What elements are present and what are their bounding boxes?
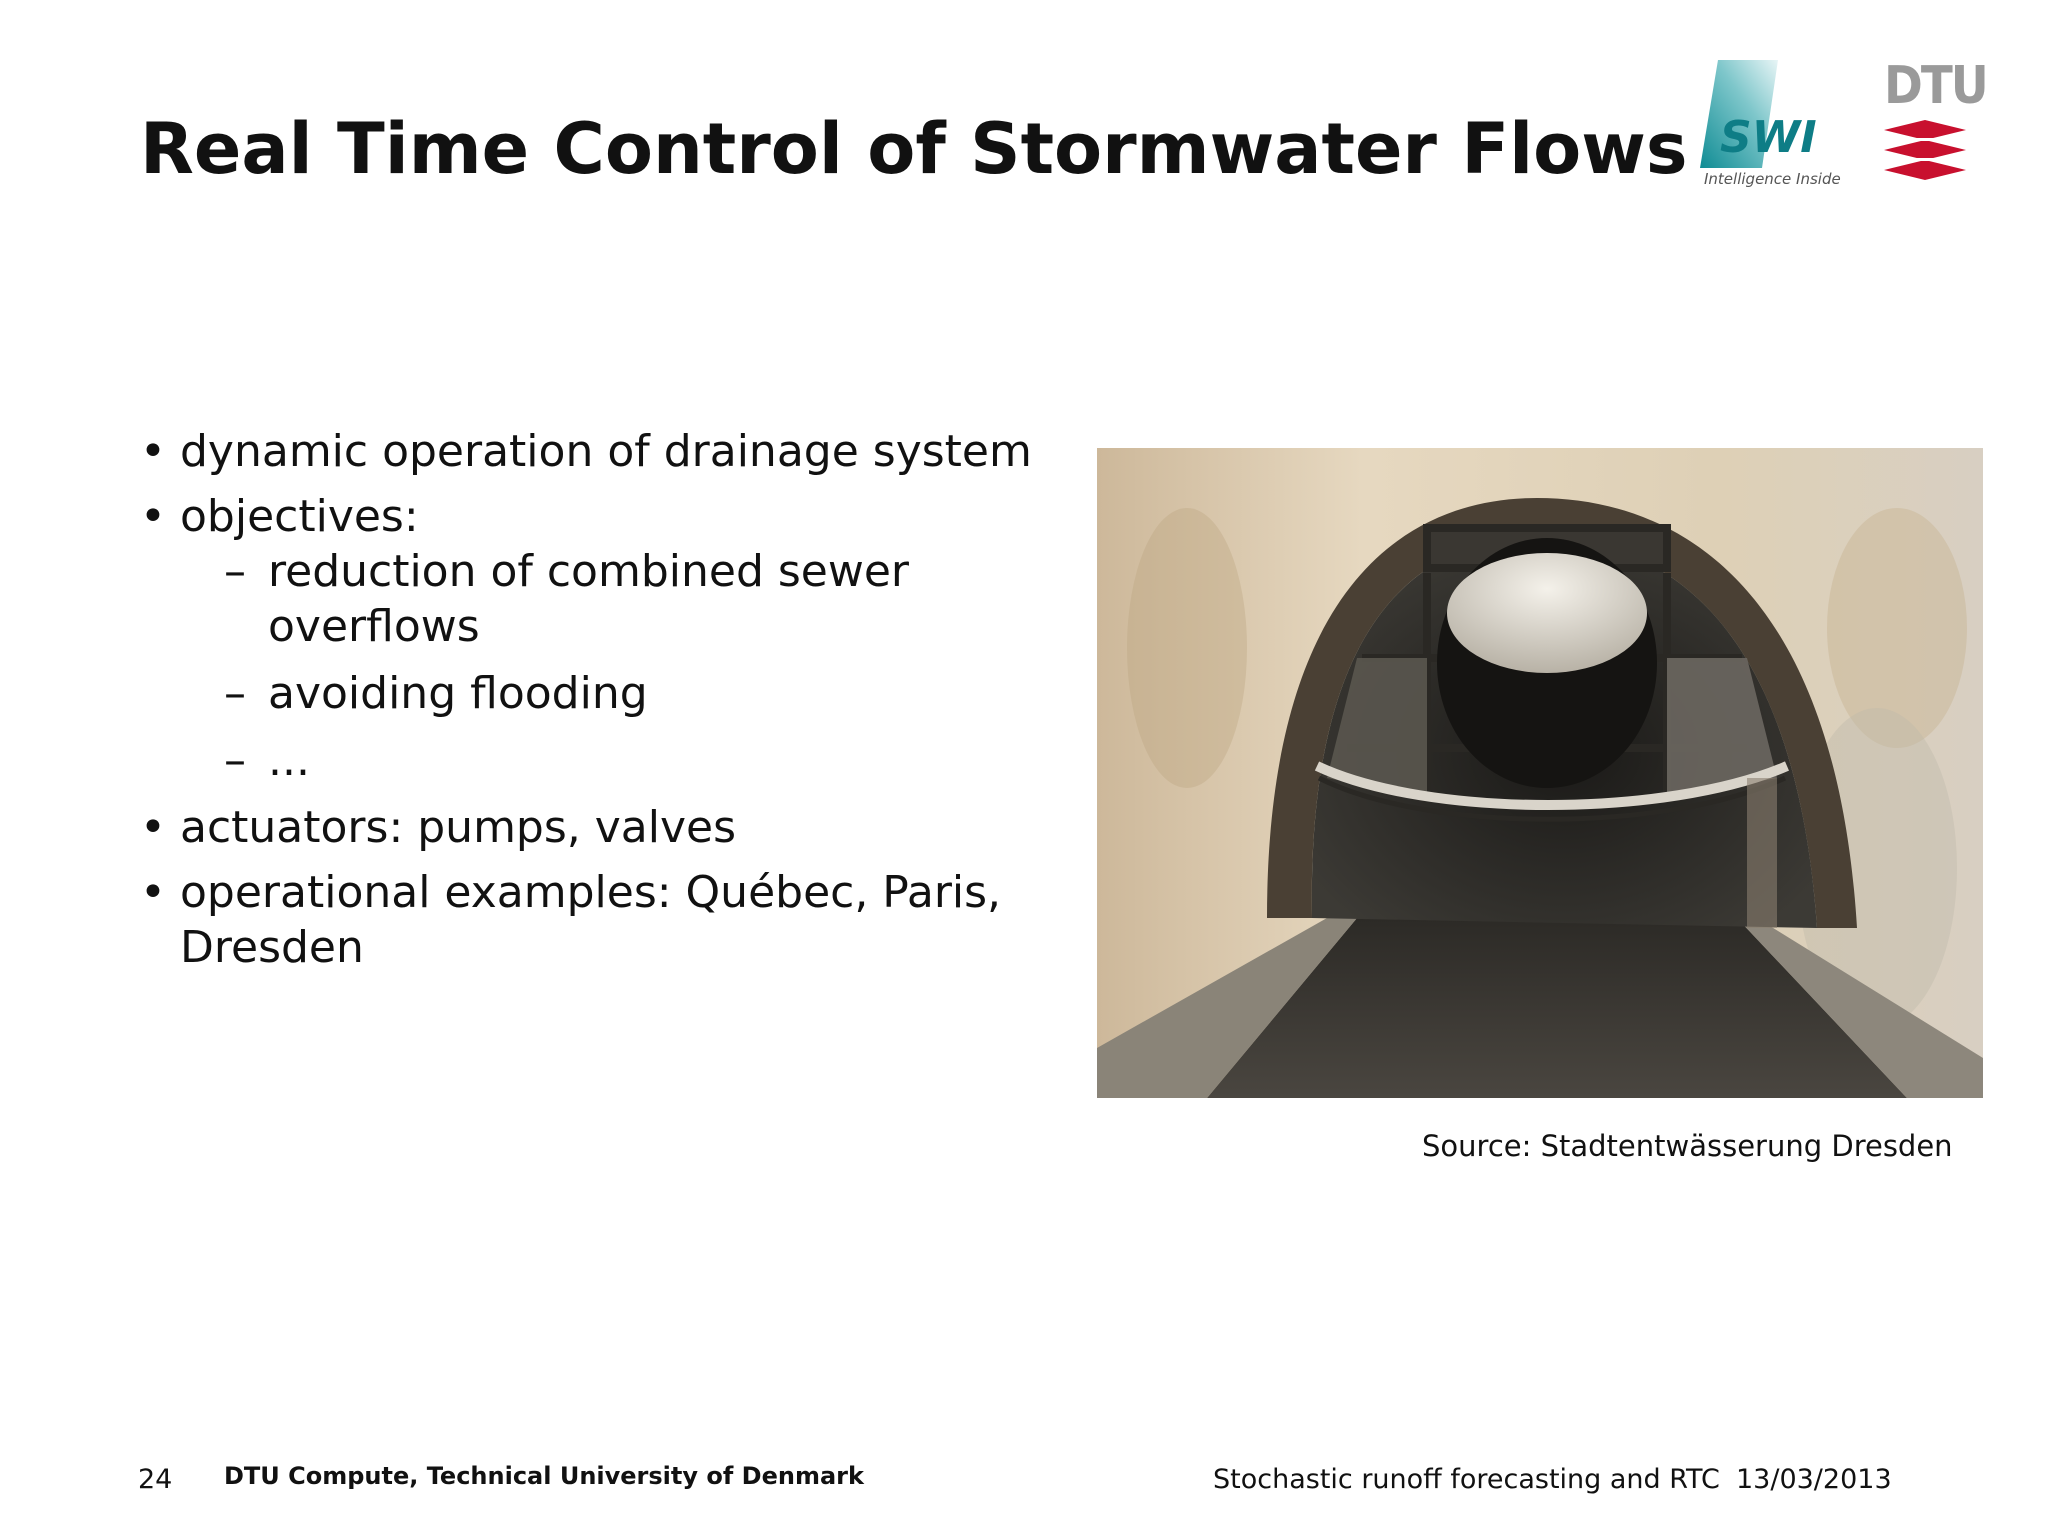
slide-title: Real Time Control of Stormwater Flows <box>140 108 1688 190</box>
bullet-item: • actuators: pumps, valves <box>140 800 1070 855</box>
footer-organization: DTU Compute, Technical University of Denmark <box>224 1462 864 1490</box>
image-source-caption: Source: Stadtentwässerung Dresden <box>1422 1129 1953 1163</box>
page-number: 24 <box>138 1464 173 1495</box>
footer-talk-title: Stochastic runoff forecasting and RTC <box>1213 1464 1720 1495</box>
footer-date: 13/03/2013 <box>1736 1464 1892 1495</box>
swi-logo-text: SWI <box>1720 112 1817 163</box>
bullet-item: • dynamic operation of drainage system <box>140 424 1070 479</box>
bullet-item: • operational examples: Québec, Paris, Dresden <box>140 865 1070 975</box>
bullet-list <box>140 424 1070 985</box>
dtu-logo-text: DTU <box>1884 56 1987 116</box>
sub-bullet-item: – reduction of combined sewer overflows <box>140 544 1070 654</box>
sub-bullet-item: – ... <box>140 733 1070 788</box>
dtu-logo <box>1884 58 1966 188</box>
swi-tagline: Intelligence Inside <box>1704 170 1841 188</box>
sewer-tunnel-photo <box>1097 448 1983 1098</box>
bullet-item: • objectives: – reduction of combined sewer overflows – avoiding flooding – ... <box>140 489 1070 788</box>
sub-bullet-item: – avoiding flooding <box>140 666 1070 721</box>
